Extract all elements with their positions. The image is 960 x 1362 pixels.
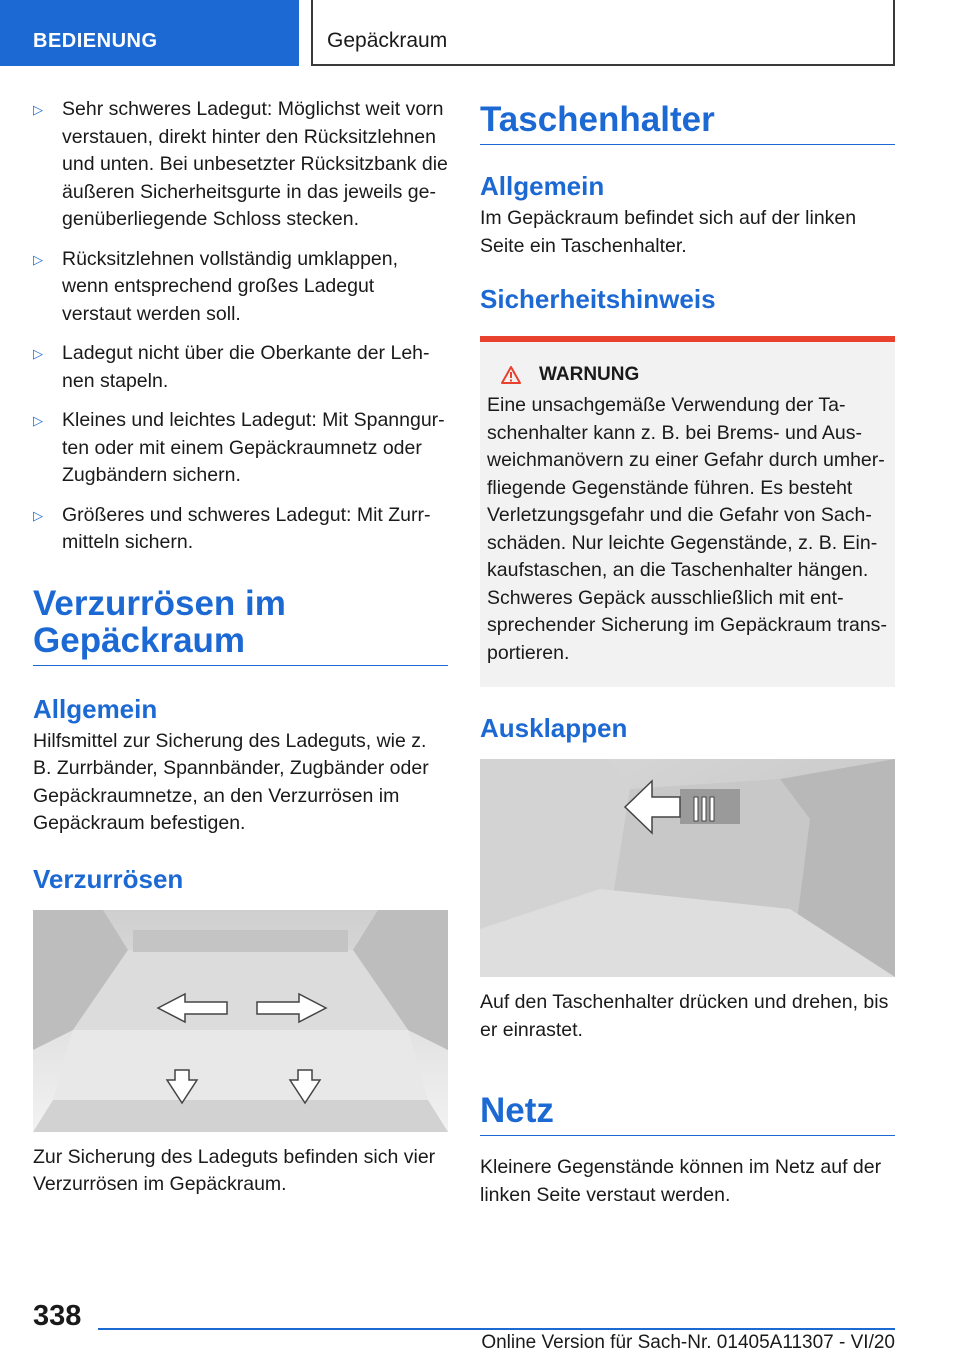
chapter-title: Gepäckraum: [311, 0, 895, 66]
list-item: ▷ Kleines und leichtes Ladegut: Mit Spanngurten oder mit einem Gepäckraumnetz oder Zugbändern sichern.: [33, 409, 445, 486]
triangle-right-outline-icon: ▷: [33, 346, 43, 361]
triangle-right-outline-icon: ▷: [33, 251, 43, 267]
section-heading-taschenhalter: Taschenhalter: [480, 101, 895, 145]
list-item: ▷ Sehr schweres Ladegut: Möglichst weit vorn verstauen, direkt hinter den Rücksitzlehnen und unten. Bei unbesetzter Rücksitzbank die äußeren Sicherheitsgurte in das jeweils gegenüberliegende Schloss stecken.: [33, 98, 448, 230]
list-item: ▷ Größeres und schweres Ladegut: Mit Zurrmitteln sichern.: [33, 503, 431, 553]
page-number: 338: [33, 1300, 82, 1332]
footer-text: Online Version für Sach-Nr. 01405A11307 - VI/20: [481, 1332, 895, 1353]
left-column: [33, 96, 448, 1199]
subheading-sicherheitshinweis: Sicherheitshinweis: [480, 284, 716, 314]
subheading-allgemein: Allgemein: [480, 171, 605, 201]
warning-title: WARNUNG: [539, 364, 640, 385]
warning-triangle-icon: [501, 366, 521, 384]
section-heading-netz: Netz: [480, 1092, 895, 1136]
section-heading-verzurroesen: Verzurrösen im Gepäckraum: [33, 585, 448, 666]
image-caption: Zur Sicherung des Ladeguts befinden sich vier Verzurrösen im Gepäckraum.: [33, 1145, 436, 1195]
triangle-right-outline-icon: ▷: [33, 102, 43, 117]
triangle-right-outline-icon: ▷: [33, 413, 43, 428]
list-item: ▷ Rücksitzlehnen vollständig umklappen, wenn entsprechend großes Ladegut verstaut werden soll.: [33, 247, 399, 325]
warning-text: Eine unsachgemäße Verwendung der Taschenhalter kann z. B. bei Brems- und Ausweichmanövern zu einer Gefahr durch umherfliegende Gegenstände führen. Es besteht Verletzungsgefahr und die Gefahr von Sachschäden. Nur leichte Gegenstände, z. B. Einkaufstaschen, an die Taschenhalter hängen. Schweres Gepäck ausschließlich mit entsprechender Sicherung im Gepäckraum transportieren.: [487, 394, 887, 664]
bag-holder-image: [480, 759, 895, 977]
subheading-ausklappen: Ausklappen: [480, 713, 628, 743]
paragraph-netz: Kleinere Gegenstände können im Netz auf der linken Seite verstaut werden.: [480, 1156, 882, 1206]
subheading-allgemein: Allgemein: [33, 693, 158, 724]
trunk-lashing-eyes-image: [33, 910, 448, 1132]
paragraph-allgemein: Im Gepäckraum befindet sich auf der linken Seite ein Taschenhalter.: [480, 207, 857, 257]
right-column: [480, 101, 895, 1209]
footer-divider: [98, 1328, 895, 1330]
page-header: [0, 0, 960, 66]
loading-tips-list: [33, 96, 448, 557]
warning-box: [480, 336, 895, 687]
triangle-right-outline-icon: ▷: [33, 507, 43, 523]
image-caption: Auf den Taschenhalter drücken und drehen, bis er einrastet.: [480, 991, 889, 1041]
subheading-verzurroesen: Verzurrösen: [33, 863, 184, 894]
list-item: ▷ Ladegut nicht über die Oberkante der Lehnen stapeln.: [33, 342, 430, 392]
paragraph-allgemein: Hilfsmittel zur Sicherung des Ladeguts, wie z. B. Zurrbänder, Spannbänder, Zugbänder oder Gepäckraumnetze, an den Verzurrösen im Gepäckraum befestigen.: [33, 729, 429, 834]
warning-header: [487, 364, 887, 386]
section-tab: BEDIENUNG: [0, 0, 299, 66]
